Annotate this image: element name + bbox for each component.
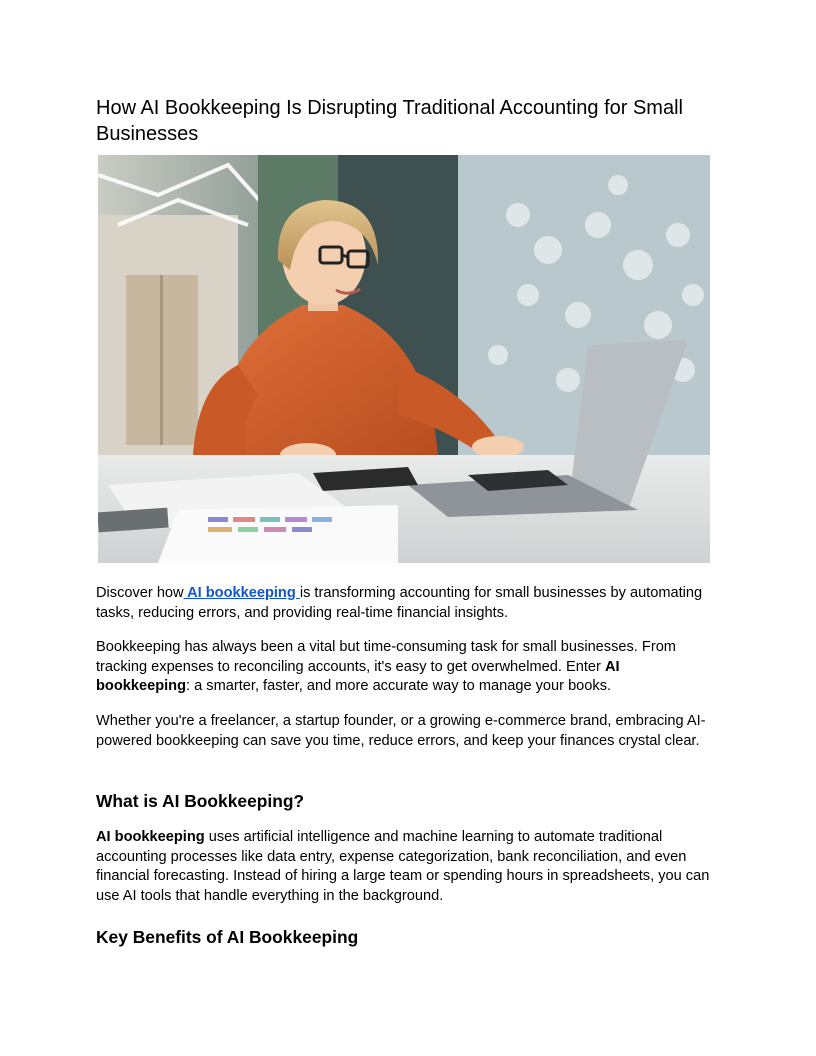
section1-bold-term: AI bookkeeping [96,829,205,845]
section1-text: uses artificial intelligence and machine learning to automate traditional accounting processes like data entry, expense categorization, bank reconciliation, and even financial forecasting. Instead of hiring a large team or spending hours in spreadsheets, you can use AI tools that handle everything in the background. [96,829,710,904]
page-title: How AI Bookkeeping Is Disrupting Traditional Accounting for Small Businesses [96,97,683,145]
section-heading-what-is: What is AI Bookkeeping? [96,791,305,811]
ai-bookkeeping-link[interactable]: AI bookkeeping [183,585,300,601]
what-is-paragraph [96,828,716,906]
section-heading-benefits: Key Benefits of AI Bookkeeping [96,927,359,947]
para2-text-before: Bookkeeping has always been a vital but time-consuming task for small businesses. From tracking expenses to reconciling accounts, it's easy to get overwhelmed. Enter [96,639,676,675]
intro-text-before: Discover how [96,585,184,601]
audience-paragraph: Whether you're a freelancer, a startup founder, or a growing e-commerce brand, embracing AI-powered bookkeeping can save you time, reduce errors, and keep your finances crystal clear. [96,713,706,749]
para2-text-after: : a smarter, faster, and more accurate way to manage your books. [186,678,612,694]
intro-paragraph [96,584,716,623]
para2-bold-term: AI bookkeeping [96,658,620,694]
intro-text-after: is transforming accounting for small businesses by automating tasks, reducing errors, and providing real-time financial insights. [96,585,703,621]
hero-image [98,155,710,563]
bookkeeping-paragraph [96,638,716,697]
